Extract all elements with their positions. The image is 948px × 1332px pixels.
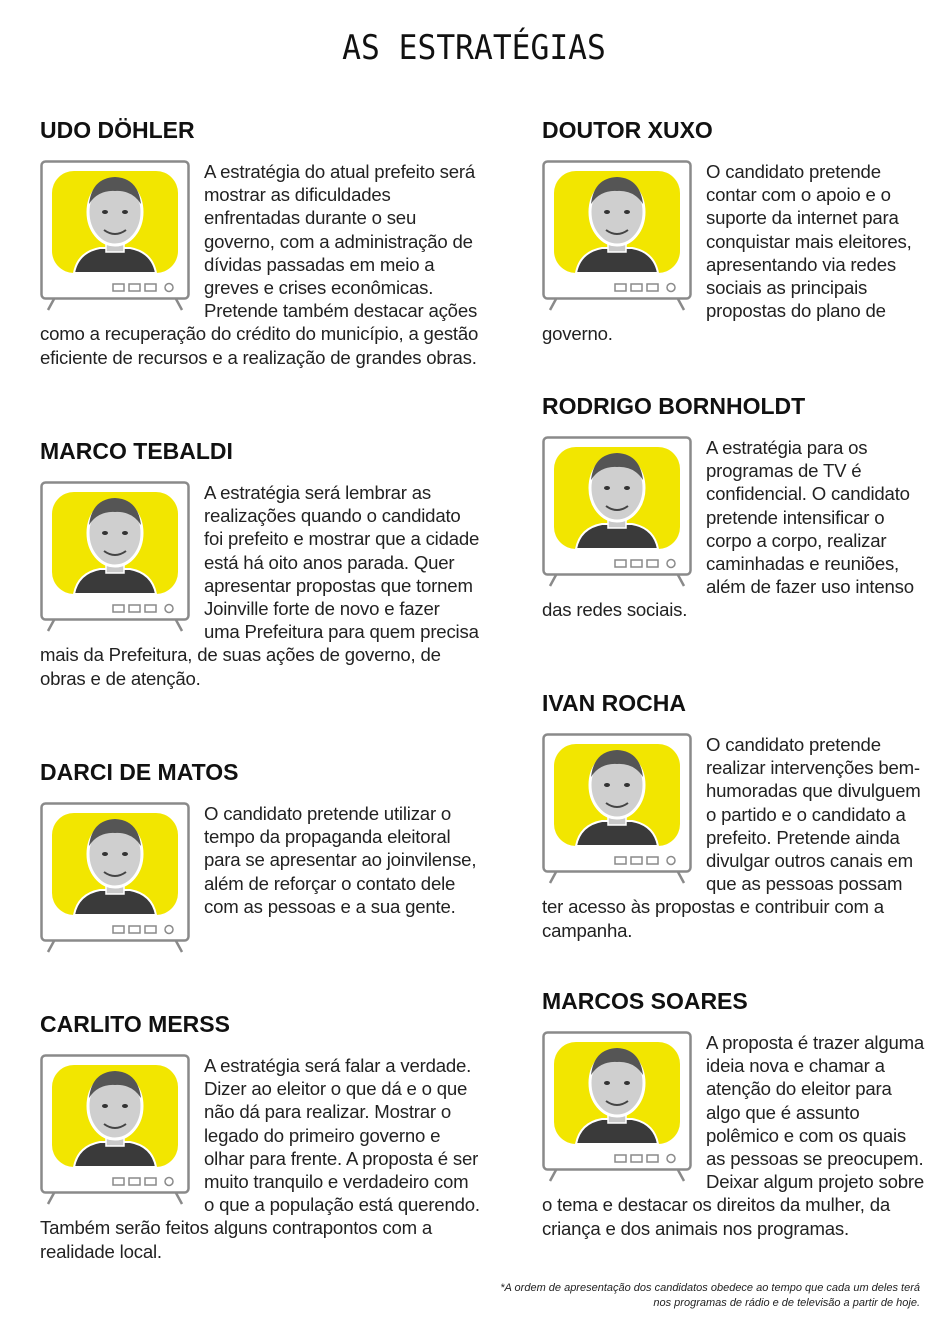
candidate-darci-de-matos — [40, 758, 480, 960]
tv-portrait — [542, 1031, 692, 1183]
candidate-strategy: O candidato pretende contar com o apoio e o suporte da internet para conquistar mais eleitores, apresentando via redes sociais as principais propostas do plano de governo. — [542, 161, 912, 345]
candidate-marcos-soares — [542, 987, 927, 1240]
candidate-name: MARCOS SOARES — [542, 988, 748, 1014]
page-title: AS ESTRATÉGIAS — [342, 28, 606, 68]
candidate-strategy: A estratégia será lembrar as realizações quando o candidato foi prefeito e mostrar que a cidade está há oito anos parada. Quer apresentar propostas que tornem Joinville forte de novo e fazer uma Prefeitura para quem precisa mais da Prefeitura, de suas ações de governo, de obras e de atenção. — [40, 482, 480, 689]
tv-portrait — [40, 1054, 190, 1206]
candidate-strategy: O candidato pretende utilizar o tempo da propaganda eleitoral para se apresentar ao joinvilense, além de reforçar o contato dele com as pessoas e a sua gente. — [204, 803, 477, 917]
candidate-strategy: A estratégia do atual prefeito será mostrar as dificuldades enfrentadas durante o seu governo, com a administração de dívidas passadas em meio a greves e crises econômicas. Pretende também destacar ações como a recuperação do crédito do município, a gestão eficiente de recursos e a realização de grandes obras. — [40, 161, 479, 368]
candidate-name: UDO DÖHLER — [40, 117, 195, 143]
tv-portrait — [40, 160, 190, 312]
candidate-strategy: O candidato pretende realizar intervenções bem-humoradas que divulguem o partido e o candidato a prefeito. Pretende ainda divulgar outros canais em que as pessoas possam ter acesso às propostas e contribuir com a campanha. — [542, 734, 921, 941]
tv-portrait — [542, 436, 692, 588]
candidate-carlito-merss — [40, 1010, 480, 1263]
tv-portrait — [40, 481, 190, 633]
candidate-strategy: A estratégia para os programas de TV é confidencial. O candidato pretende intensificar o corpo a corpo, realizar caminhadas e reuniões, além de fazer uso intenso das redes sociais. — [542, 437, 914, 621]
footnote: *A ordem de apresentação dos candidatos obedece ao tempo que cada um deles terá nos programas de rádio e de televisão a partir de hoje. — [500, 1282, 920, 1309]
candidate-strategy: A estratégia será falar a verdade. Dizer ao eleitor o que dá e o que não dá para realizar. Mostrar o legado do primeiro governo e olhar para frente. A proposta é ser muito tranquilo e verdadeiro com o que a população está querendo. Também serão feitos alguns contrapontos com a realidade local. — [40, 1055, 480, 1262]
candidate-marco-tebaldi — [40, 437, 480, 690]
candidate-name: MARCO TEBALDI — [40, 438, 233, 464]
candidate-name: CARLITO MERSS — [40, 1011, 230, 1037]
candidate-name: DARCI DE MATOS — [40, 759, 239, 785]
tv-portrait — [40, 802, 190, 954]
candidate-ivan-rocha — [542, 689, 927, 942]
candidate-udo-dohler — [40, 116, 480, 369]
candidate-strategy: A proposta é trazer alguma ideia nova e chamar a atenção do eleitor para algo que é assunto polêmico e com os quais as pessoas se preocupem. Deixar algum projeto sobre o tema e destacar os direitos da mulher, da criança e dos animais nos programas. — [542, 1032, 925, 1239]
candidate-rodrigo-bornholdt — [542, 392, 927, 622]
candidate-name: RODRIGO BORNHOLDT — [542, 393, 806, 419]
candidate-name: IVAN ROCHA — [542, 690, 686, 716]
tv-portrait — [542, 160, 692, 312]
candidate-name: DOUTOR XUXO — [542, 117, 713, 143]
candidate-doutor-xuxo — [542, 116, 927, 346]
tv-portrait — [542, 733, 692, 885]
